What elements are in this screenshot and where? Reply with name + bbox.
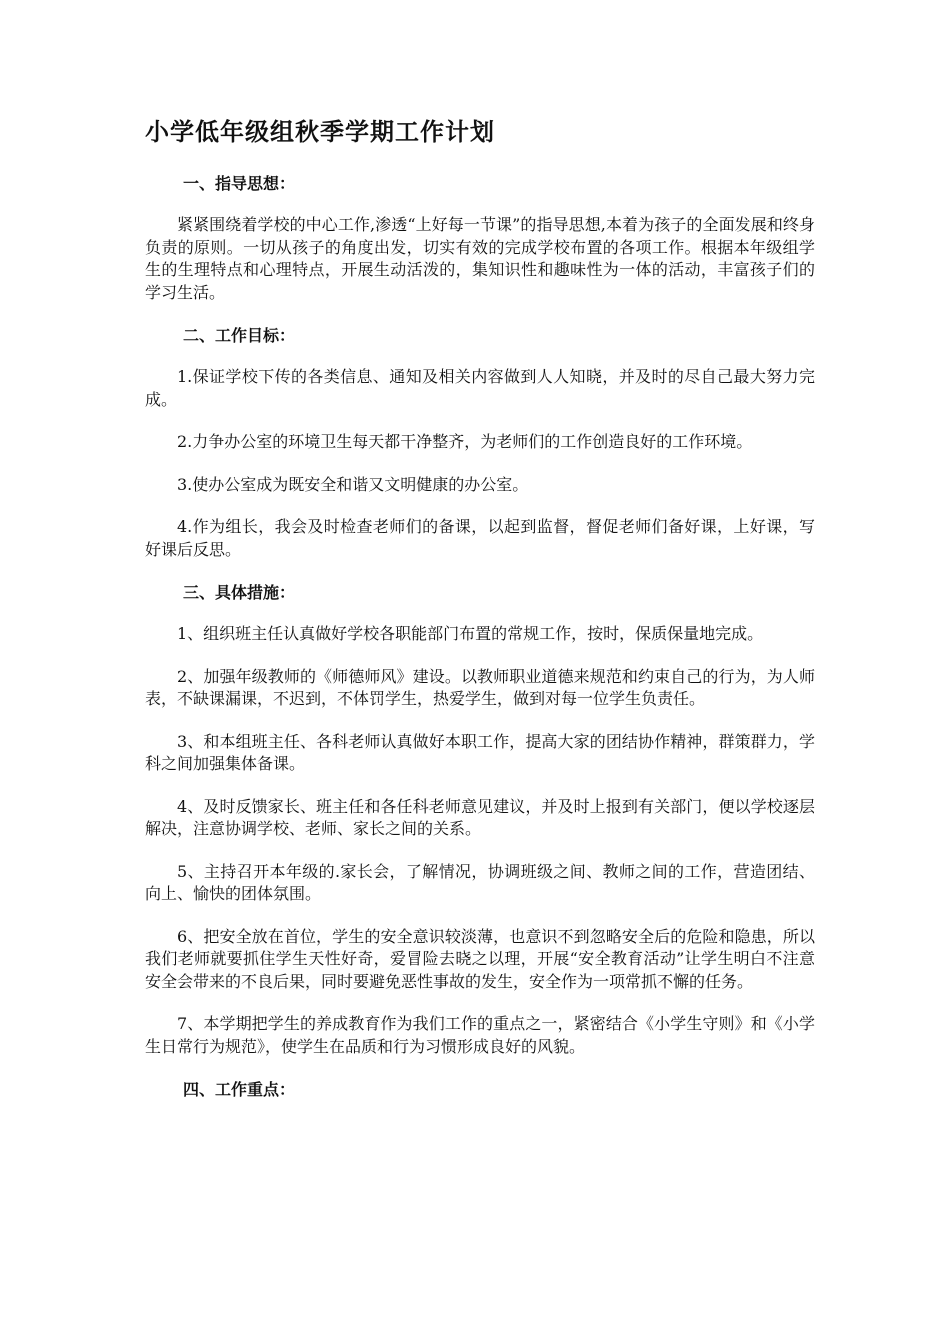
paragraph: 2.力争办公室的环境卫生每天都干净整齐，为老师们的工作创造良好的工作环境。 <box>177 432 753 451</box>
paragraph: 紧紧围绕着学校的中心工作,渗透“上好每一节课”的指导思想,本着为孩子的全面发展和终身负责的原则。一切从孩子的角度出发，切实有效的完成学校布置的各项工作。根据本年级组学生的生理特点和心理特点，开展生动活泼的，集知识性和趣味性为一体的活动，丰富孩子们的学习生活。 <box>145 215 815 302</box>
section-guiding-thought <box>145 172 815 304</box>
paragraph: 4.作为组长，我会及时检查老师们的备课，以起到监督，督促老师们备好课，上好课，写好课后反思。 <box>145 517 815 559</box>
document-page <box>145 112 815 1120</box>
paragraph: 6、把安全放在首位，学生的安全意识较淡薄，也意识不到忽略安全后的危险和隐患，所以我们老师就要抓住学生天性好奇，爱冒险去晓之以理，开展“安全教育活动”让学生明白不注意安全会带来的不良后果，同时要避免恶性事故的发生，安全作为一项常抓不懈的任务。 <box>145 926 815 991</box>
section-work-goals <box>145 324 815 561</box>
section-heading: 二、工作目标： <box>183 326 296 345</box>
section-specific-measures <box>145 581 815 1058</box>
section-heading: 四、工作重点： <box>183 1080 296 1099</box>
paragraph: 2、加强年级教师的《师德师风》建设。以教师职业道德来规范和约束自己的行为，为人师表，不缺课漏课，不迟到，不体罚学生，热爱学生，做到对每一位学生负责任。 <box>145 666 815 708</box>
paragraph: 3.使办公室成为既安全和谐又文明健康的办公室。 <box>177 474 529 494</box>
document-title: 小学低年级组秋季学期工作计划 <box>145 118 495 146</box>
paragraph: 1.保证学校下传的各类信息、通知及相关内容做到人人知晓，并及时的尽自己最大努力完成。 <box>145 367 815 409</box>
paragraph: 5、主持召开本年级的.家长会，了解情况，协调班级之间、教师之间的工作，营造团结、向上、愉快的团体氛围。 <box>145 861 815 903</box>
section-work-focus <box>145 1078 815 1102</box>
paragraph: 3、和本组班主任、各科老师认真做好本职工作，提高大家的团结协作精神，群策群力，学科之间加强集体备课。 <box>145 731 815 773</box>
paragraph: 1、组织班主任认真做好学校各职能部门布置的常规工作，按时，保质保量地完成。 <box>177 624 764 643</box>
paragraph: 7、本学期把学生的养成教育作为我们工作的重点之一，紧密结合《小学生守则》和《小学生日常行为规范》，使学生在品质和行为习惯形成良好的风貌。 <box>145 1014 815 1056</box>
section-heading: 一、指导思想： <box>183 174 296 193</box>
section-heading: 三、具体措施： <box>183 583 296 602</box>
paragraph: 4、及时反馈家长、班主任和各任科老师意见建议，并及时上报到有关部门，便以学校逐层解决，注意协调学校、老师、家长之间的关系。 <box>145 796 815 838</box>
